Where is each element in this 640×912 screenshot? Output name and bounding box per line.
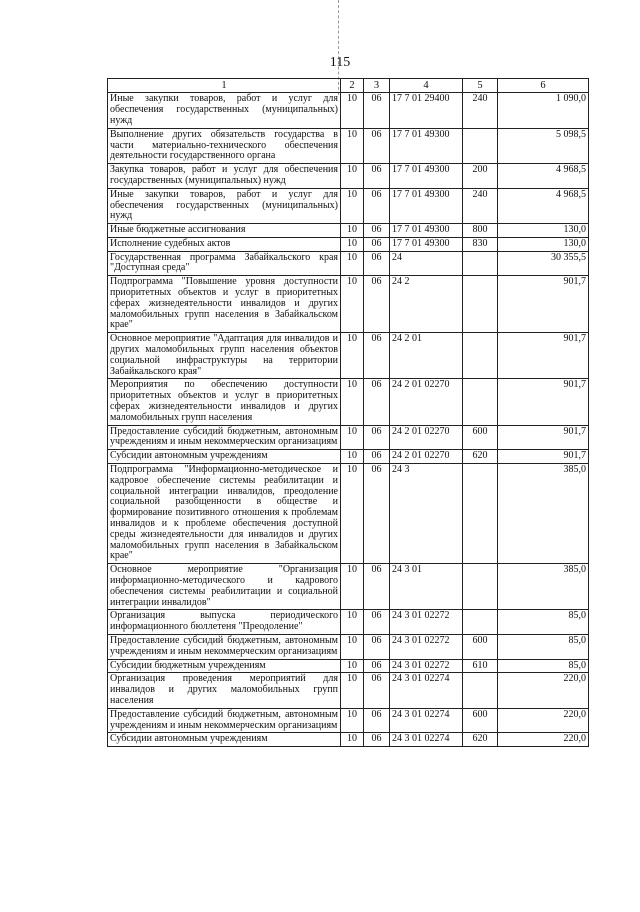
- row-expense-type: [463, 673, 498, 708]
- row-target-article: 17 7 01 49300: [390, 237, 463, 251]
- row-subsection: 06: [364, 564, 390, 610]
- row-subsection: 06: [364, 425, 390, 450]
- row-name: Организация проведения мероприятий для инвалидов и других маломобильных групп населения: [108, 673, 341, 708]
- row-subsection: 06: [364, 164, 390, 189]
- row-amount: 85,0: [498, 634, 589, 659]
- row-name: Субсидии автономным учреждениям: [108, 450, 341, 464]
- row-section: 10: [341, 659, 364, 673]
- row-section: 10: [341, 464, 364, 564]
- row-subsection: 06: [364, 128, 390, 163]
- header-cell-expense-type: 5: [463, 79, 498, 93]
- table-row: [108, 379, 589, 425]
- row-section: 10: [341, 634, 364, 659]
- row-expense-type: 240: [463, 93, 498, 128]
- row-amount: 901,7: [498, 333, 589, 379]
- row-section: 10: [341, 237, 364, 251]
- row-subsection: 06: [364, 224, 390, 238]
- row-expense-type: [463, 564, 498, 610]
- row-name: Предоставление субсидий бюджетным, автономным учреждениям и иным некоммерческим организациям: [108, 425, 341, 450]
- row-expense-type: 610: [463, 659, 498, 673]
- row-amount: 385,0: [498, 564, 589, 610]
- row-amount: 85,0: [498, 659, 589, 673]
- row-subsection: 06: [364, 610, 390, 635]
- row-expense-type: [463, 379, 498, 425]
- row-expense-type: [463, 610, 498, 635]
- table-row: [108, 188, 589, 223]
- row-subsection: 06: [364, 188, 390, 223]
- row-target-article: 24 3 01 02274: [390, 673, 463, 708]
- row-amount: 4 968,5: [498, 188, 589, 223]
- row-section: 10: [341, 251, 364, 276]
- table-row: [108, 224, 589, 238]
- row-name: Государственная программа Забайкальского края "Доступная среда": [108, 251, 341, 276]
- row-expense-type: 800: [463, 224, 498, 238]
- row-target-article: 24 3 01 02274: [390, 708, 463, 733]
- table-row: [108, 333, 589, 379]
- header-cell-target-article: 4: [390, 79, 463, 93]
- row-expense-type: [463, 333, 498, 379]
- table-row: [108, 164, 589, 189]
- table-row: [108, 564, 589, 610]
- row-target-article: 17 7 01 29400: [390, 93, 463, 128]
- row-name: Субсидии автономным учреждениям: [108, 733, 341, 747]
- row-section: 10: [341, 733, 364, 747]
- row-expense-type: 600: [463, 634, 498, 659]
- row-name: Субсидии бюджетным учреждениям: [108, 659, 341, 673]
- row-name: Иные закупки товаров, работ и услуг для обеспечения государственных (муниципальных) нужд: [108, 188, 341, 223]
- table-row: [108, 733, 589, 747]
- row-amount: 85,0: [498, 610, 589, 635]
- row-target-article: 24 2 01: [390, 333, 463, 379]
- row-amount: 220,0: [498, 708, 589, 733]
- row-target-article: 24 3 01 02272: [390, 610, 463, 635]
- row-target-article: 17 7 01 49300: [390, 128, 463, 163]
- row-amount: 220,0: [498, 733, 589, 747]
- row-target-article: 17 7 01 49300: [390, 224, 463, 238]
- row-expense-type: [463, 464, 498, 564]
- table-row: [108, 237, 589, 251]
- row-amount: 901,7: [498, 379, 589, 425]
- row-name: Мероприятия по обеспечению доступности приоритетных объектов и услуг в приоритетных сферах жизнедеятельности инвалидов и других маломобильных групп населения: [108, 379, 341, 425]
- row-amount: 220,0: [498, 673, 589, 708]
- row-amount: 130,0: [498, 224, 589, 238]
- row-section: 10: [341, 164, 364, 189]
- row-subsection: 06: [364, 733, 390, 747]
- row-amount: 5 098,5: [498, 128, 589, 163]
- row-expense-type: [463, 251, 498, 276]
- row-target-article: 24 3 01: [390, 564, 463, 610]
- row-amount: 901,7: [498, 425, 589, 450]
- row-subsection: 06: [364, 251, 390, 276]
- table-row: [108, 610, 589, 635]
- table-row: [108, 673, 589, 708]
- row-name: Организация выпуска периодического информационного бюллетеня "Преодоление": [108, 610, 341, 635]
- row-expense-type: 600: [463, 425, 498, 450]
- table-row: [108, 659, 589, 673]
- row-expense-type: 240: [463, 188, 498, 223]
- row-subsection: 06: [364, 333, 390, 379]
- row-expense-type: 620: [463, 450, 498, 464]
- row-target-article: 24 2 01 02270: [390, 379, 463, 425]
- table-row: [108, 634, 589, 659]
- row-subsection: 06: [364, 450, 390, 464]
- table-row: [108, 251, 589, 276]
- row-amount: 385,0: [498, 464, 589, 564]
- row-name: Предоставление субсидий бюджетным, автономным учреждениям и иным некоммерческим организациям: [108, 708, 341, 733]
- row-name: Иные бюджетные ассигнования: [108, 224, 341, 238]
- row-amount: 30 355,5: [498, 251, 589, 276]
- row-expense-type: [463, 128, 498, 163]
- table-row: [108, 128, 589, 163]
- row-subsection: 06: [364, 276, 390, 333]
- row-name: Подпрограмма "Повышение уровня доступности приоритетных объектов и услуг в приоритетных сферах жизнедеятельности инвалидов и других маломобильных групп населения в Забайкальском крае": [108, 276, 341, 333]
- row-subsection: 06: [364, 464, 390, 564]
- row-expense-type: [463, 276, 498, 333]
- row-section: 10: [341, 93, 364, 128]
- row-expense-type: 620: [463, 733, 498, 747]
- row-section: 10: [341, 673, 364, 708]
- header-row: [108, 79, 589, 93]
- row-target-article: 24 3 01 02274: [390, 733, 463, 747]
- row-subsection: 06: [364, 673, 390, 708]
- row-amount: 901,7: [498, 276, 589, 333]
- table-row: [108, 93, 589, 128]
- row-target-article: 24: [390, 251, 463, 276]
- row-name: Закупка товаров, работ и услуг для обеспечения государственных (муниципальных) нужд: [108, 164, 341, 189]
- row-subsection: 06: [364, 93, 390, 128]
- row-amount: 901,7: [498, 450, 589, 464]
- row-amount: 4 968,5: [498, 164, 589, 189]
- row-target-article: 17 7 01 49300: [390, 188, 463, 223]
- page-number: 115: [329, 55, 351, 70]
- header-cell-amount: 6: [498, 79, 589, 93]
- row-section: 10: [341, 450, 364, 464]
- row-amount: 130,0: [498, 237, 589, 251]
- row-name: Исполнение судебных актов: [108, 237, 341, 251]
- row-target-article: 24 3 01 02272: [390, 634, 463, 659]
- row-name: Иные закупки товаров, работ и услуг для обеспечения государственных (муниципальных) нужд: [108, 93, 341, 128]
- table-row: [108, 464, 589, 564]
- row-name: Подпрограмма "Информационно-методическое и кадровое обеспечение системы реабилитации и социальной интеграции инвалидов, преодоление социальной разобщенности в обществе и формирование позитивного отношения к проблемам инвалидов и к проблеме обеспечения доступной среды жизнедеятельности для инвалидов и других маломобильных групп населения в Забайкальском крае": [108, 464, 341, 564]
- header-cell-name: 1: [108, 79, 341, 93]
- row-target-article: 24 2: [390, 276, 463, 333]
- row-subsection: 06: [364, 708, 390, 733]
- row-name: Основное мероприятие "Организация информационно-методического и кадрового обеспечения системы реабилитации и социальной интеграции инвалидов": [108, 564, 341, 610]
- row-expense-type: 600: [463, 708, 498, 733]
- row-section: 10: [341, 224, 364, 238]
- row-section: 10: [341, 425, 364, 450]
- row-name: Предоставление субсидий бюджетным, автономным учреждениям и иным некоммерческим организациям: [108, 634, 341, 659]
- row-expense-type: 200: [463, 164, 498, 189]
- row-subsection: 06: [364, 659, 390, 673]
- row-target-article: 24 2 01 02270: [390, 425, 463, 450]
- row-section: 10: [341, 610, 364, 635]
- budget-table: [107, 78, 589, 747]
- row-section: 10: [341, 379, 364, 425]
- row-amount: 1 090,0: [498, 93, 589, 128]
- header-cell-subsection: 3: [364, 79, 390, 93]
- row-target-article: 17 7 01 49300: [390, 164, 463, 189]
- row-target-article: 24 2 01 02270: [390, 450, 463, 464]
- row-subsection: 06: [364, 634, 390, 659]
- row-target-article: 24 3 01 02272: [390, 659, 463, 673]
- row-name: Выполнение других обязательств государства в части материально-технического обеспечения деятельности государственного органа: [108, 128, 341, 163]
- row-expense-type: 830: [463, 237, 498, 251]
- row-subsection: 06: [364, 379, 390, 425]
- row-section: 10: [341, 188, 364, 223]
- table-row: [108, 425, 589, 450]
- row-section: 10: [341, 276, 364, 333]
- row-target-article: 24 3: [390, 464, 463, 564]
- row-name: Основное мероприятие "Адаптация для инвалидов и других маломобильных групп населения объектов социальной инфраструктуры на территории Забайкальского края": [108, 333, 341, 379]
- row-subsection: 06: [364, 237, 390, 251]
- table-row: [108, 450, 589, 464]
- row-section: 10: [341, 333, 364, 379]
- row-section: 10: [341, 708, 364, 733]
- row-section: 10: [341, 564, 364, 610]
- table-row: [108, 276, 589, 333]
- row-section: 10: [341, 128, 364, 163]
- header-cell-section: 2: [341, 79, 364, 93]
- table-row: [108, 708, 589, 733]
